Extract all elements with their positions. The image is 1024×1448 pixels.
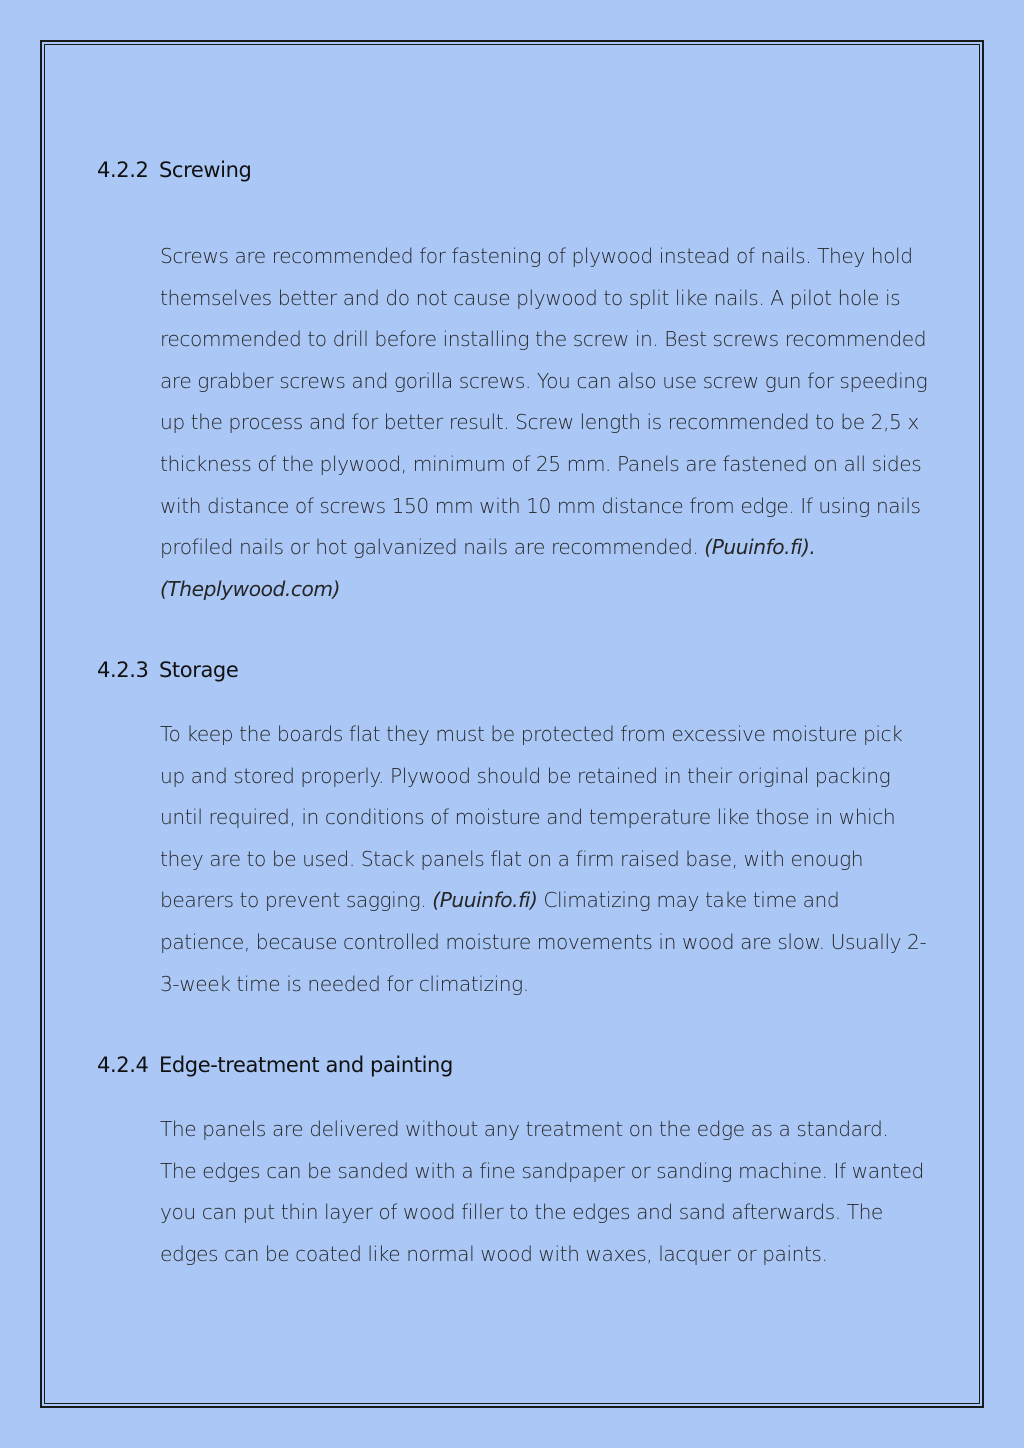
- section-title: Storage: [159, 658, 239, 682]
- citation: (Puuinfo.fi). (Theplywood.com): [160, 535, 816, 601]
- section-number: 4.2.4: [97, 1053, 149, 1077]
- section-body-screwing: [160, 236, 930, 610]
- section-heading-edge-treatment: [97, 1053, 453, 1077]
- paragraph-text: To keep the boards flat they must be protected from excessive moisture pick up and stored properly. Plywood should be retained in their original packing until required, in conditions of moisture and temperature like those in which they are to be used. Stack panels flat on a firm raised base, with enough bearers to prevent sagging.: [160, 722, 903, 913]
- section-number: 4.2.2: [97, 158, 149, 182]
- paragraph-text: Climatizing may take time and patience, because controlled moisture movements in wood are slow. Usually 2-3-week time is needed for climatizing.: [160, 888, 927, 996]
- section-body-storage: [160, 714, 930, 1005]
- section-title: Screwing: [159, 158, 252, 182]
- section-body-edge-treatment: [160, 1109, 930, 1275]
- citation: (Puuinfo.fi): [432, 888, 538, 913]
- section-title: Edge-treatment and painting: [159, 1053, 453, 1077]
- section-heading-screwing: [97, 158, 251, 182]
- section-heading-storage: [97, 658, 238, 682]
- paragraph-text: Screws are recommended for fastening of plywood instead of nails. They hold themselves better and do not cause plywood to split like nails. A pilot hole is recommended to drill before installing the screw in. Best screws recommended are grabber screws and gorilla screws. You can also use screw gun for speeding up the process and for better result. Screw length is recommended to be 2,5 x thickness of the plywood, minimum of 25 mm. Panels are fastened on all sides with distance of screws 150 mm with 10 mm distance from edge. If using nails profiled nails or hot galvanized nails are recommended.: [160, 244, 928, 560]
- paragraph-text: The panels are delivered without any treatment on the edge as a standard. The edges can be sanded with a fine sandpaper or sanding machine. If wanted you can put thin layer of wood filler to the edges and sand afterwards. The edges can be coated like normal wood with waxes, lacquer or paints.: [160, 1117, 924, 1266]
- section-number: 4.2.3: [97, 658, 149, 682]
